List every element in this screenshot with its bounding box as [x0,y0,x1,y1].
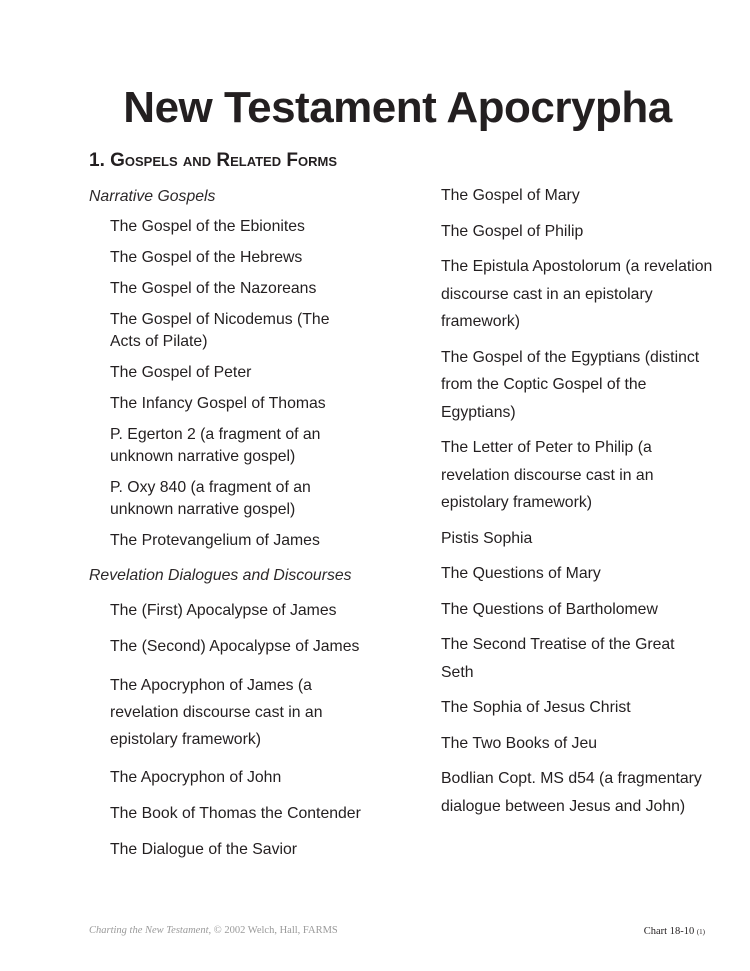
chart-sub: (1) [696,928,705,936]
list-item: The Gospel of Nicodemus (The Acts of Pilate) [110,311,330,350]
footer-book-title: Charting the New Testament, [89,925,212,936]
list-item: The Gospel of the Ebionites [110,218,305,235]
left-column [89,186,389,861]
list-item: The Gospel of the Hebrews [110,249,303,266]
list-item: The Infancy Gospel of Thomas [110,395,326,412]
list-item: P. Egerton 2 (a fragment of an unknown narrative gospel) [110,426,321,465]
list-item: The Gospel of the Egyptians (distinct from the Coptic Gospel of the Egyptians) [441,348,700,421]
list-item: The Two Books of Jeu [441,734,598,752]
list-item: The Epistula Apostolorum (a revelation discourse cast in an epistolary framework) [441,258,713,330]
list-item: The Gospel of Peter [110,364,252,381]
list-item: The Apocryphon of John [110,769,282,786]
list-item: The Gospel of the Nazoreans [110,280,317,297]
list-item: The Sophia of Jesus Christ [441,699,631,716]
list-item: The Questions of Mary [441,565,601,582]
list-item: The Questions of Bartholomew [441,600,658,618]
list-item: The Letter of Peter to Philip (a revelation discourse cast in an epistolary framework) [441,439,654,511]
revelation-dialogues-list [89,600,389,861]
list-item: The Protevangelium of James [110,532,320,549]
list-item: Pistis Sophia [441,529,533,547]
list-item: The Apocryphon of James (a revelation discourse cast in an epistolary framework) [110,677,323,748]
list-item: The Gospel of Philip [441,222,584,240]
right-column [441,182,716,820]
footer-copyright: © 2002 Welch, Hall, FARMS [211,925,338,936]
list-item: The Dialogue of the Savior [110,841,298,858]
revelation-dialogues-heading: Revelation Dialogues and Discourses [89,567,352,584]
list-item: The Second Treatise of the Great Seth [441,636,675,681]
list-item: The (Second) Apocalypse of James [110,638,360,655]
list-item: The Gospel of Mary [441,187,580,204]
list-item: P. Oxy 840 (a fragment of an unknown narrative gospel) [110,479,311,518]
page-title: New Testament Apocrypha [123,83,672,132]
narrative-gospels-heading: Narrative Gospels [89,188,216,205]
list-item: Bodlian Copt. MS d54 (a fragmentary dialogue between Jesus and John) [441,770,702,815]
footer-citation [89,925,338,936]
list-item: The (First) Apocalypse of James [110,602,337,619]
narrative-gospels-list [89,216,389,552]
chart-label: Chart 18-10 [643,926,697,937]
list-item: The Book of Thomas the Contender [110,805,361,822]
section-heading: 1. Gospels and Related Forms [89,150,338,171]
footer-chart-number [644,926,705,937]
